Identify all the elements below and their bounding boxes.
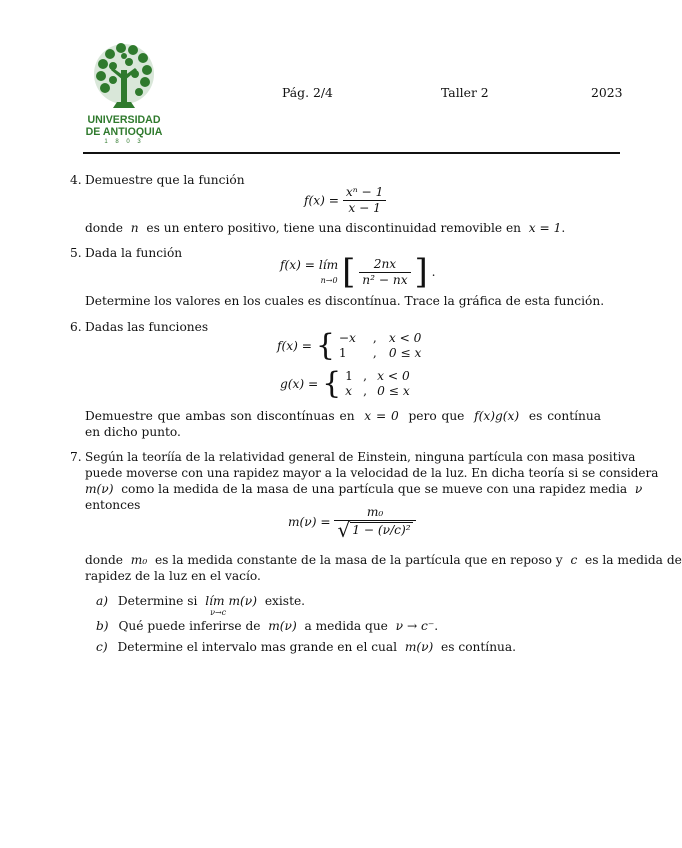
- logo-line-1: UNIVERSIDAD: [87, 114, 161, 126]
- problem-6-text-d: punto.: [141, 425, 181, 439]
- problem-7-item-c: [96, 640, 516, 654]
- problem-4-intro: Demuestre que la función: [85, 173, 245, 187]
- sqrt-icon: √: [337, 518, 351, 542]
- problem-7-fraction: [334, 505, 415, 542]
- problem-6-g-brace: {: [322, 366, 342, 401]
- problem-6-f-brace: {: [315, 328, 335, 363]
- item-c-text-a: Determine el intervalo mas grande en el cual: [117, 640, 398, 654]
- item-b-text-a: Qué puede inferirse de: [118, 619, 261, 633]
- problem-6-text-b: pero que: [408, 409, 465, 423]
- problem-7-m0: m₀: [130, 553, 148, 567]
- problem-7-item-b: [96, 619, 438, 633]
- f-case-2-cond: 0 ≤ x: [388, 346, 422, 360]
- tree-emblem-icon: [83, 40, 165, 114]
- g-case-2-expr: x: [345, 384, 352, 398]
- problem-5-intro: Dada la función: [85, 246, 183, 260]
- problem-4-lhs: f(x) =: [304, 193, 339, 208]
- problem-5-right-bracket: ]: [414, 252, 428, 292]
- item-b-label: b): [96, 619, 109, 633]
- item-c-label: c): [96, 640, 108, 654]
- problem-7-after-line-1: [85, 553, 682, 567]
- problem-4-number: 4.: [70, 173, 82, 187]
- f-case-1-cond: x < 0: [388, 331, 422, 345]
- problem-4-text-a: donde: [85, 221, 124, 235]
- problem-5-lim-sub: n→0: [320, 276, 338, 285]
- problem-7-after-d: es la medida de: [585, 553, 682, 567]
- problem-6-g-cases: [345, 369, 410, 399]
- problem-4-text-b: es un entero positivo, tiene una discontinuidad removible en: [146, 221, 522, 235]
- problem-5-lhs: f(x) = lím: [280, 258, 339, 272]
- problem-6-f-definition: [277, 328, 422, 363]
- problem-6-g-lhs: g(x) =: [280, 377, 319, 391]
- problem-7-item-a: [96, 594, 305, 622]
- item-a-lim-sub: ν→c: [210, 608, 227, 617]
- problem-5-end: .: [431, 265, 436, 279]
- problem-7-line-2: puede moverse con una rapidez mayor a la velocidad de la luz. En dicha teoría si se considera: [85, 466, 659, 480]
- problem-6-product: f(x)g(x): [474, 409, 520, 423]
- problem-7-number: 7.: [70, 450, 82, 464]
- item-a-label: a): [96, 594, 109, 608]
- problem-7-denominator: 1 − (ν/c)²: [352, 523, 411, 537]
- problem-7-c: c: [570, 553, 578, 567]
- f-case-2-expr: 1: [338, 346, 347, 360]
- problem-4-fraction: [343, 185, 387, 216]
- item-a-limit: [205, 594, 257, 622]
- problem-7-formula: [288, 505, 416, 542]
- f-case-2-sep: ,: [372, 346, 377, 360]
- item-c-expr: m(ν): [404, 640, 434, 654]
- item-a-expr: lím m(ν): [205, 594, 257, 608]
- problem-6-f-lhs: f(x) =: [277, 339, 312, 353]
- g-case-1-sep: ,: [363, 369, 367, 383]
- item-a-text-b: existe.: [264, 594, 306, 608]
- logo-line-2: DE ANTIOQUIA: [85, 126, 163, 138]
- problem-5-left-bracket: [: [342, 252, 356, 292]
- problem-7-denominator-wrap: [334, 518, 415, 542]
- problem-6-text-c: es contínua en dicho: [85, 409, 601, 439]
- problem-6-text-a: Demuestre que ambas son discontínuas en: [85, 409, 355, 423]
- problem-7-line-3-text: como la medida de la masa de una partícula que se mueve con una rapidez media: [121, 482, 628, 496]
- problem-7-after-b: es la medida constante de la masa de la partícula que en reposo y: [154, 553, 563, 567]
- document-year: 2023: [591, 85, 623, 100]
- item-b-expr: m(ν): [268, 619, 297, 633]
- university-logo: [83, 40, 165, 148]
- problem-4-statement: [85, 221, 565, 235]
- item-b-text-b: a medida que: [304, 619, 388, 633]
- g-case-1-cond: x < 0: [377, 369, 410, 383]
- problem-5-text: Determine los valores en los cuales es discontínua. Trace la gráfica de esta función.: [85, 294, 605, 308]
- problem-6-g-definition: [280, 366, 410, 401]
- problem-4-numerator: xⁿ − 1: [343, 185, 387, 201]
- item-b-text-c: .: [434, 619, 439, 633]
- problem-5-denominator: n² − nx: [362, 272, 408, 287]
- problem-4-condition: x = 1: [528, 221, 562, 235]
- problem-5-fraction: [359, 257, 410, 288]
- item-b-expr-2: ν → c⁻: [395, 619, 435, 633]
- header-rule: [83, 152, 620, 154]
- problem-7-numerator: m₀: [334, 505, 415, 521]
- problem-7-line-1: Según la teoríía de la relatividad general de Einstein, ninguna partícula con masa positiva: [85, 450, 636, 464]
- problem-5-formula: [280, 252, 436, 292]
- problem-5-number: 5.: [70, 246, 82, 260]
- problem-7-after-a: donde: [85, 553, 124, 567]
- page-number: Pág. 2/4: [282, 85, 333, 100]
- problem-7-after-line-2: rapidez de la luz en el vacío.: [85, 569, 261, 583]
- problem-5-numerator: 2nx: [359, 257, 410, 273]
- item-c-text-b: es contínua.: [441, 640, 517, 654]
- problem-6-point: x = 0: [364, 409, 399, 423]
- problem-7-line-4: entonces: [85, 498, 141, 512]
- logo-year: 1 8 0 3: [104, 139, 144, 145]
- problem-4-var-n: n: [130, 221, 139, 235]
- problem-6-statement: [85, 408, 601, 440]
- problem-4-end: .: [561, 221, 566, 235]
- problem-6-intro: Dadas las funciones: [85, 320, 209, 334]
- problem-7-lhs: m(ν) =: [288, 514, 331, 529]
- problem-4-denominator: x − 1: [348, 201, 381, 215]
- item-a-text-a: Determine si: [117, 594, 198, 608]
- problem-7-m-nu: m(ν): [85, 482, 114, 496]
- problem-7-nu: ν: [634, 482, 643, 496]
- problem-7-line-3: [85, 482, 642, 496]
- g-case-1-expr: 1: [345, 369, 353, 383]
- f-case-1-sep: ,: [372, 331, 377, 345]
- problem-6-number: 6.: [70, 320, 82, 334]
- document-title: Taller 2: [441, 85, 489, 100]
- g-case-2-sep: ,: [363, 384, 367, 398]
- problem-4-formula: [304, 185, 386, 216]
- g-case-2-cond: 0 ≤ x: [377, 384, 410, 398]
- problem-6-f-cases: [339, 331, 422, 361]
- f-case-1-expr: −x: [338, 331, 356, 345]
